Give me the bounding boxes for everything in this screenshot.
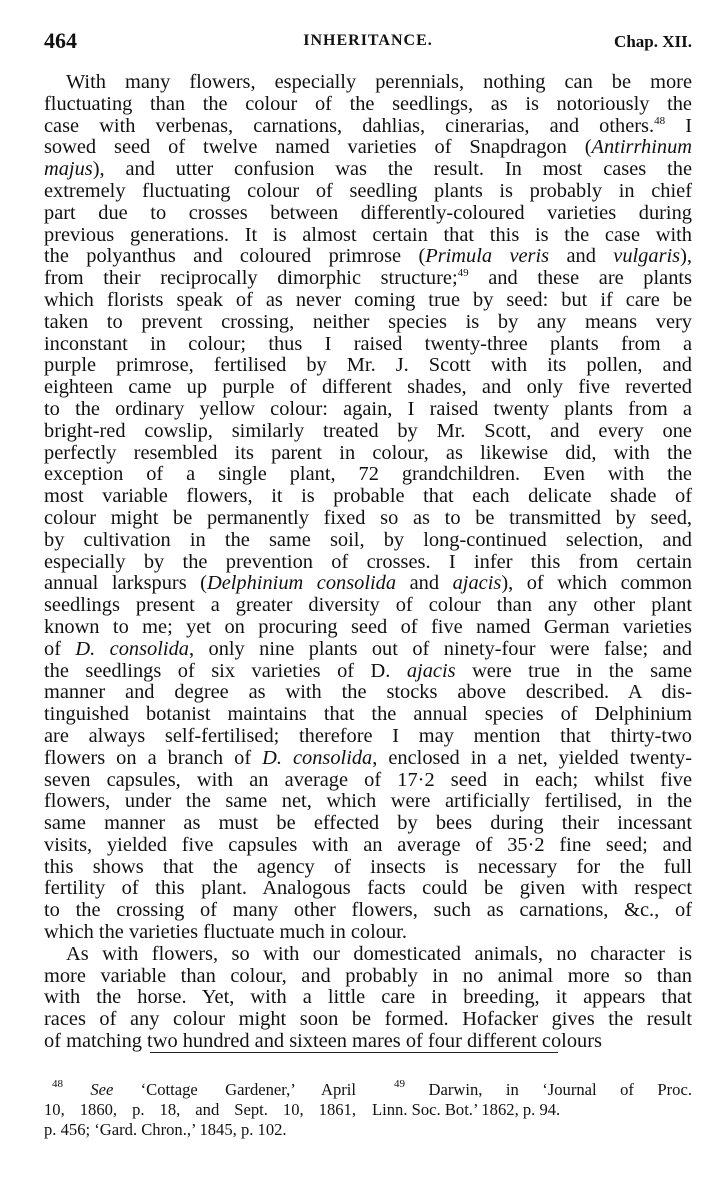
text-line: As with flowers, so with our domesticated animals, no character is (66, 942, 692, 965)
text-line: the polyanthus and coloured primrose (Primula veris and vulgaris), (44, 245, 692, 268)
footnote-line: $^{49}$ Darwin, in ‘Journal of Proc. (394, 1078, 692, 1099)
text-line: more variable than colour, and probably in no animal more so than (44, 964, 692, 987)
text-line: taken to prevent crossing, neither species is by any means very (44, 310, 692, 333)
text-line: bright-red cowslip, similarly treated by Mr. Scott, and every one (44, 419, 692, 442)
text-line: annual larkspurs (Delphinium consolida and ajacis), of which common (44, 572, 692, 595)
text-line: part due to crosses between differently-coloured varieties during (44, 201, 692, 224)
running-title: INHERITANCE. (303, 32, 433, 49)
text-line: of D. consolida, only nine plants out of ninety-four were false; and (44, 637, 692, 660)
text-line: colour might be permanently fixed so as to be transmitted by seed, (44, 506, 692, 529)
text-line: tinguished botanist maintains that the annual species of Delphinium (44, 703, 692, 726)
page-header (44, 28, 692, 56)
footnote-line: Linn. Soc. Bot.’ 1862, p. 94. (372, 1100, 561, 1119)
chapter-label: Chap. XII. (614, 32, 692, 51)
text-line: flowers on a branch of D. consolida, enclosed in a net, yielded twenty- (44, 746, 693, 769)
text-line: which florists speak of as never coming true by seed: but if care be (44, 288, 692, 311)
text-line: races of any colour might soon be formed. Hofacker gives the result (44, 1008, 692, 1031)
text-line: fluctuating than the colour of the seedlings, as is notoriously the (44, 92, 692, 115)
text-line: from their reciprocally dimorphic structure;$^{49}$ and these are plants (44, 267, 692, 290)
paragraph (44, 72, 692, 944)
footnote-line: $^{48}$ See ‘Cottage Gardener,’ April (52, 1078, 356, 1099)
text-line: extremely fluctuating colour of seedling plants is probably in chief (44, 179, 692, 202)
footnote-line: p. 456; ‘Gard. Chron.,’ 1845, p. 102. (44, 1120, 287, 1139)
text-line: purple primrose, fertilised by Mr. J. Scott with its pollen, and (44, 354, 692, 377)
text-line: to the crossing of many other flowers, such as carnations, &c., of (44, 899, 692, 922)
text-line: perfectly resembled its parent in colour, as likewise did, with the (44, 441, 692, 464)
paragraph (44, 944, 692, 1053)
body-text (44, 72, 692, 1053)
text-line: to the ordinary yellow colour: again, I raised twenty plants from a (44, 397, 692, 420)
text-line: by cultivation in the same soil, by long-continued selection, and (44, 528, 692, 551)
footnote-line: 10, 1860, p. 18, and Sept. 10, 1861, (44, 1100, 356, 1119)
footnote-49 (372, 1080, 692, 1120)
text-line: this shows that the agency of insects is necessary for the full (44, 855, 692, 878)
page-number: 464 (44, 28, 77, 53)
text-line: especially by the prevention of crosses. I infer this from certain (44, 550, 692, 573)
text-line: previous generations. It is almost certain that this is the case with (44, 223, 692, 246)
text-line: known to me; yet on procuring seed of five named German varieties (44, 615, 692, 638)
text-line: visits, yielded five capsules with an average of 35·2 fine seed; and (44, 833, 692, 856)
text-line: of matching two hundred and sixteen mares of four different colours (44, 1030, 602, 1053)
text-line: exception of a single plant, 72 grandchildren. Even with the (44, 463, 692, 486)
text-line: inconstant in colour; thus I raised twenty-three plants from a (44, 332, 692, 355)
text-line: seedlings present a greater diversity of colour than any other plant (44, 594, 692, 617)
text-line: with the horse. Yet, with a little care in breeding, it appears that (44, 986, 692, 1009)
text-line: which the varieties fluctuate much in colour. (44, 921, 407, 944)
footnote-rule (150, 1052, 558, 1053)
text-line: eighteen came up purple of different shades, and only five reverted (44, 376, 692, 399)
text-line: seven capsules, with an average of 17·2 seed in each; whilst five (44, 768, 692, 791)
text-line: are always self-fertilised; therefore I may mention that thirty-two (44, 724, 692, 747)
text-line: majus), and utter confusion was the result. In most cases the (44, 158, 692, 181)
text-line: same manner as must be effected by bees during their incessant (44, 812, 692, 835)
text-line: flowers, under the same net, which were artificially fertilised, in the (44, 790, 692, 813)
text-line: fertility of this plant. Analogous facts could be given with respect (44, 877, 692, 900)
text-line: most variable flowers, it is probable that each delicate shade of (44, 485, 692, 508)
footnote-48 (44, 1080, 356, 1140)
text-line: case with verbenas, carnations, dahlias, cinerarias, and others.$^{48}$ I (44, 114, 692, 137)
text-line: manner and degree as with the stocks above described. A dis- (44, 681, 692, 704)
text-line: With many flowers, especially perennials, nothing can be more (66, 71, 692, 93)
text-line: the seedlings of six varieties of D. ajacis were true in the same (44, 659, 692, 682)
text-line: sowed seed of twelve named varieties of Snapdragon (Antirrhinum (44, 136, 692, 159)
